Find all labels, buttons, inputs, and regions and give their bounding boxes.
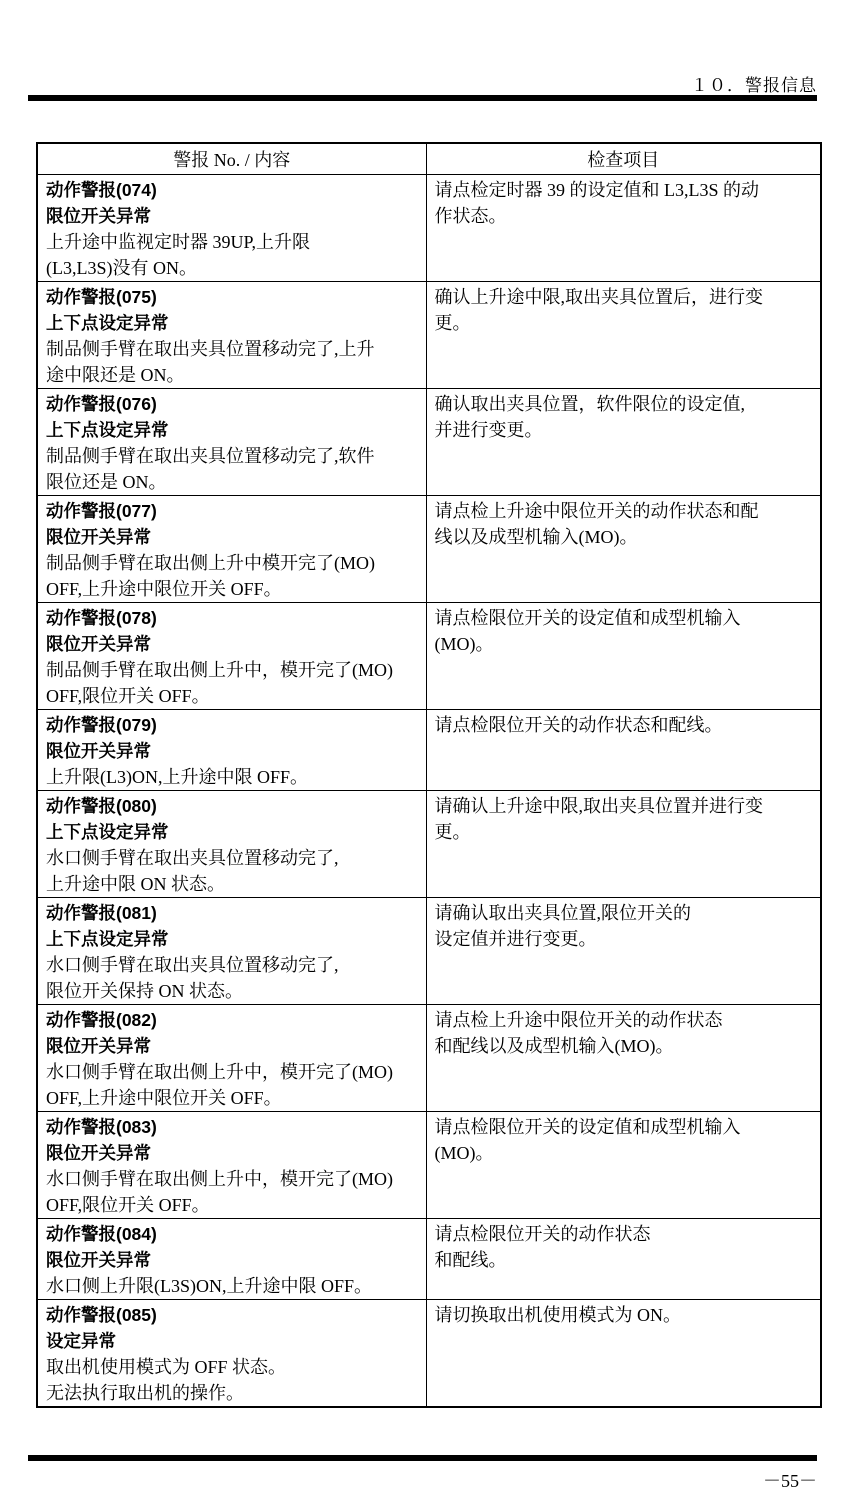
check-line: 请确认取出夹具位置,限位开关的: [434, 903, 691, 923]
table-row: [37, 282, 821, 389]
check-line: 请点检限位开关的设定值和成型机输入: [434, 1117, 741, 1137]
alarm-title: 动作警报(083): [46, 1117, 157, 1137]
col-header-check: 检查项目: [426, 143, 821, 175]
alarm-title: 动作警报(077): [46, 501, 157, 521]
check-line: 请点检上升途中限位开关的动作状态和配: [434, 501, 759, 521]
check-line: 请切换取出机使用模式为 ON。: [434, 1305, 681, 1325]
check-line: 确认上升途中限,取出夹具位置后，进行变: [434, 287, 763, 307]
table-row: [37, 603, 821, 710]
alarm-cell: [37, 1300, 426, 1408]
alarm-title: 动作警报(079): [46, 715, 157, 735]
alarm-title: 动作警报(075): [46, 287, 157, 307]
alarm-cell: [37, 603, 426, 710]
check-cell: [426, 389, 821, 496]
desc-line: OFF,限位开关 OFF。: [46, 1195, 210, 1215]
check-line: 线以及成型机输入(MO)。: [434, 527, 638, 547]
page-title: １０．警报信息: [691, 76, 817, 95]
table-row: [37, 710, 821, 791]
alarm-title: 动作警报(074): [46, 180, 157, 200]
check-line: 设定值并进行变更。: [434, 929, 597, 949]
check-cell: [426, 710, 821, 791]
header-rule: [28, 95, 817, 101]
alarm-cell: [37, 175, 426, 282]
table-header-row: [37, 143, 821, 175]
check-line: 更。: [434, 822, 471, 842]
alarm-subtitle: 限位开关异常: [46, 1250, 151, 1270]
alarm-subtitle: 限位开关异常: [46, 1143, 151, 1163]
desc-line: 取出机使用模式为 OFF 状态。: [46, 1357, 287, 1377]
desc-line: OFF,上升途中限位开关 OFF。: [46, 1088, 282, 1108]
check-line: (MO)。: [434, 1143, 494, 1163]
alarm-subtitle: 上下点设定异常: [46, 929, 169, 949]
table-row: [37, 1112, 821, 1219]
table-row: [37, 1005, 821, 1112]
desc-line: OFF,上升途中限位开关 OFF。: [46, 579, 282, 599]
desc-line: 限位开关保持 ON 状态。: [46, 981, 243, 1001]
page-number: －55－: [763, 1471, 817, 1491]
check-cell: [426, 1112, 821, 1219]
alarm-title: 动作警报(081): [46, 903, 157, 923]
check-cell: [426, 603, 821, 710]
alarm-subtitle: 限位开关异常: [46, 1036, 151, 1056]
desc-line: 上升途中限 ON 状态。: [46, 874, 225, 894]
desc-line: 制品侧手臂在取出侧上升中，模开完了(MO): [46, 660, 393, 680]
alarm-subtitle: 限位开关异常: [46, 527, 151, 547]
desc-line: 限位还是 ON。: [46, 472, 167, 492]
check-line: 作状态。: [434, 206, 507, 226]
col-header-alarm: 警报 No. / 内容: [37, 143, 426, 175]
table-row: [37, 791, 821, 898]
alarm-cell: [37, 791, 426, 898]
check-line: 和配线。: [434, 1250, 507, 1270]
check-line: (MO)。: [434, 634, 494, 654]
desc-line: 水口侧手臂在取出侧上升中，模开完了(MO): [46, 1169, 393, 1189]
alarm-cell: [37, 389, 426, 496]
desc-line: 上升限(L3)ON,上升途中限 OFF。: [46, 767, 309, 787]
alarm-title: 动作警报(085): [46, 1305, 157, 1325]
alarm-subtitle: 设定异常: [46, 1331, 116, 1351]
alarm-cell: [37, 898, 426, 1005]
alarm-subtitle: 上下点设定异常: [46, 420, 169, 440]
table-row: [37, 898, 821, 1005]
check-cell: [426, 496, 821, 603]
check-line: 请点检定时器 39 的设定值和 L3,L3S 的动: [434, 180, 759, 200]
alarm-cell: [37, 1219, 426, 1300]
alarm-cell: [37, 710, 426, 791]
alarm-subtitle: 限位开关异常: [46, 741, 151, 761]
desc-line: 制品侧手臂在取出夹具位置移动完了,软件: [46, 446, 375, 466]
alarm-cell: [37, 282, 426, 389]
alarm-subtitle: 上下点设定异常: [46, 822, 169, 842]
desc-line: 上升途中监视定时器 39UP,上升限: [46, 232, 311, 252]
check-line: 并进行变更。: [434, 420, 543, 440]
check-cell: [426, 791, 821, 898]
check-cell: [426, 1005, 821, 1112]
alarm-table: [36, 142, 822, 1408]
alarm-subtitle: 限位开关异常: [46, 634, 151, 654]
desc-line: 水口侧手臂在取出夹具位置移动完了,: [46, 848, 339, 868]
alarm-subtitle: 限位开关异常: [46, 206, 151, 226]
check-cell: [426, 1300, 821, 1408]
desc-line: OFF,限位开关 OFF。: [46, 686, 210, 706]
check-cell: [426, 282, 821, 389]
check-line: 请点检上升途中限位开关的动作状态: [434, 1010, 723, 1030]
alarm-title: 动作警报(076): [46, 394, 157, 414]
alarm-title: 动作警报(078): [46, 608, 157, 628]
desc-line: 途中限还是 ON。: [46, 365, 185, 385]
check-line: 确认取出夹具位置，软件限位的设定值,: [434, 394, 745, 414]
alarm-cell: [37, 1112, 426, 1219]
desc-line: 制品侧手臂在取出侧上升中模开完了(MO): [46, 553, 375, 573]
check-line: 更。: [434, 313, 471, 333]
table-row: [37, 389, 821, 496]
alarm-cell: [37, 496, 426, 603]
alarm-cell: [37, 1005, 426, 1112]
alarm-table-body: [37, 175, 821, 1408]
table-row: [37, 496, 821, 603]
desc-line: 水口侧手臂在取出侧上升中，模开完了(MO): [46, 1062, 393, 1082]
check-cell: [426, 175, 821, 282]
check-cell: [426, 898, 821, 1005]
check-line: 请确认上升途中限,取出夹具位置并进行变: [434, 796, 763, 816]
desc-line: 无法执行取出机的操作。: [46, 1383, 244, 1403]
alarm-subtitle: 上下点设定异常: [46, 313, 169, 333]
alarm-title: 动作警报(082): [46, 1010, 157, 1030]
alarm-title: 动作警报(080): [46, 796, 157, 816]
desc-line: 水口侧手臂在取出夹具位置移动完了,: [46, 955, 339, 975]
alarm-title: 动作警报(084): [46, 1224, 157, 1244]
table-row: [37, 1300, 821, 1408]
desc-line: 水口侧上升限(L3S)ON,上升途中限 OFF。: [46, 1276, 373, 1296]
check-line: 和配线以及成型机输入(MO)。: [434, 1036, 674, 1056]
table-row: [37, 175, 821, 282]
table-row: [37, 1219, 821, 1300]
desc-line: 制品侧手臂在取出夹具位置移动完了,上升: [46, 339, 375, 359]
check-line: 请点检限位开关的动作状态和配线。: [434, 715, 723, 735]
check-line: 请点检限位开关的动作状态: [434, 1224, 651, 1244]
check-cell: [426, 1219, 821, 1300]
check-line: 请点检限位开关的设定值和成型机输入: [434, 608, 741, 628]
footer-rule: [28, 1455, 817, 1461]
desc-line: (L3,L3S)没有 ON。: [46, 258, 197, 278]
